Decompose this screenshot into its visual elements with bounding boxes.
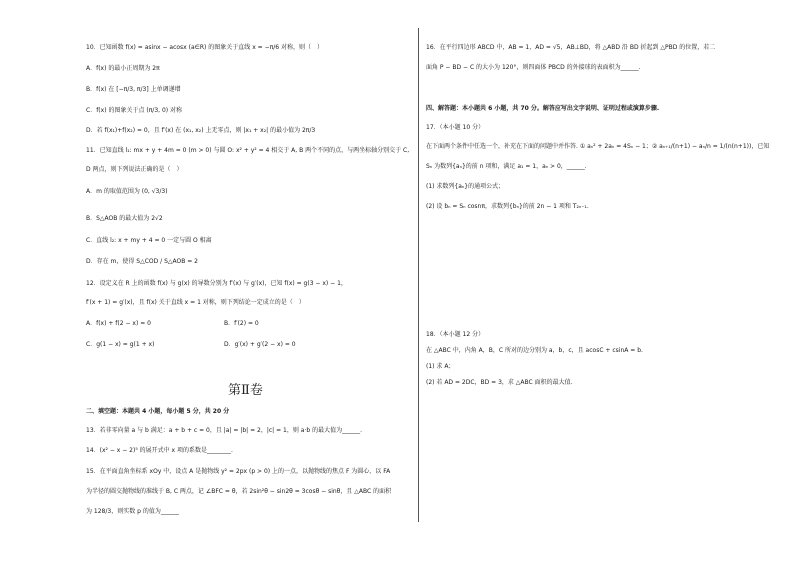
q10-option-b: B．f(x) 在 [−π/3, π/3] 上单调递增 — [86, 86, 181, 93]
q17-stem-line2: Sₙ 为数列{aₙ}的前 n 项和，满足 a₁ = 1，aₙ > 0，______. — [426, 163, 587, 170]
q10-option-d: D．若 f(x₁)+f(x₂) = 0，且 f′(x) 在 (x₁, x₂) 上无零点，则 |x₁ + x₂| 的最小值为 2π/3 — [86, 127, 316, 134]
q12-option-b: B．f′(2) = 0 — [224, 320, 259, 327]
right-column — [426, 0, 770, 562]
q10-stem: 10．已知函数 f(x) = asinx − acosx (a∈R) 的图象关于直线 x = −π/6 对称，则（ ） — [86, 44, 323, 51]
q16-line1: 16．在平行四边形 ABCD 中，AB = 1，AD = √5，AB⊥BD，将 △ABD 沿 BD 折起到 △PBD 的位置，若二 — [426, 44, 716, 51]
q13: 13．若非零向量 a 与 b 满足：a + b + c = 0，且 |a| = |b| = 2，|c| = 1，则 a·b 的最大值为______. — [86, 427, 362, 434]
q12-option-d: D．g′(x) + g′(2 − x) = 0 — [224, 341, 296, 348]
q15-line2: 为半径的圆交抛物线的准线于 B, C 两点，记 ∠BFC = θ，若 2sin²θ − sin2θ = 3cosθ − sinθ，且 △ABC 的面积 — [86, 488, 392, 495]
section-title: 第Ⅱ卷 — [228, 383, 263, 398]
q11-stem-line2: D 两点，则下列说法正确的是（ ） — [86, 166, 183, 173]
fill-in-heading: 二、填空题：本题共 4 小题，每小题 5 分，共 20 分 — [86, 408, 230, 415]
q15-line3: 为 128/3，则实数 p 的值为______ — [86, 508, 179, 515]
q17-part2: (2) 设 bₙ = Sₙ cosnπ，求数列{bₙ}的前 2n − 1 项和 T₂ₙ₋₁. — [426, 203, 589, 210]
answer-heading: 四、解答题：本小题共 6 小题，共 70 分。解答应写出文字说明、证明过程或演算步骤. — [426, 105, 660, 112]
q11-stem-line1: 11．已知直线 l₁: mx + y + 4m = 0 (m > 0) 与圆 O: x² + y² = 4 相交于 A, B 两个不同的点，与两坐标轴分别交于 C, — [86, 147, 410, 154]
q10-option-c: C．f(x) 的图象关于点 (π/3, 0) 对称 — [86, 107, 183, 114]
column-divider — [418, 28, 419, 522]
q12-option-c: C．g(1 − x) = g(1 + x) — [86, 341, 155, 348]
q11-option-c: C．直线 l₂: x + my + 4 = 0 一定与圆 O 相离 — [86, 237, 212, 244]
q18-part1: (1) 求 A； — [426, 363, 455, 370]
q11-option-d: D．存在 m，使得 S△COD / S△AOB = 2 — [86, 258, 198, 265]
q11-option-b: B．S△AOB 的最大值为 2√2 — [86, 215, 163, 222]
q18-part2: (2) 若 AD = 2DC，BD = 3，求 △ABC 面积的最大值. — [426, 379, 573, 386]
q15-line1: 15．在平面直角坐标系 xOy 中，设点 A 是抛物线 y² = 2px (p > 0) 上的一点，以抛物线的焦点 F 为圆心、以 FA — [86, 468, 391, 475]
left-column — [86, 0, 410, 562]
q12-stem-line1: 12．设定义在 R 上的函数 f(x) 与 g(x) 的导数分别为 f′(x) 与 g′(x)，已知 f(x) = g(3 − x) − 1， — [86, 280, 347, 287]
q18-title: 18．（本小题 12 分） — [426, 331, 485, 338]
q17-part1: (1) 求数列{aₙ}的通项公式； — [426, 183, 505, 190]
q18-stem: 在 △ABC 中，内角 A，B，C 所对的边分别为 a，b，c，且 acosC + csinA = b. — [426, 347, 643, 354]
q17-stem-line1: 在下面两个条件中任选一个，补充在下面的问题中并作答. ① aₙ² + 2aₙ = 4Sₙ − 1；② aₙ₊₁/(n+1) − aₙ/n = 1/(n(n+1))，已知 — [426, 143, 770, 150]
q11-option-a: A．m 的取值范围为 (0, √3/3) — [86, 188, 168, 195]
q17-title: 17．（本小题 10 分） — [426, 124, 485, 131]
q10-option-a: A．f(x) 的最小正周期为 2π — [86, 65, 160, 72]
q12-stem-line2: f′(x + 1) = g′(x)，且 f(x) 关于直线 x = 1 对称，则下列结论一定成立的是（ ） — [86, 299, 305, 306]
q14: 14．(x² − x − 2)⁵ 的展开式中 x 项的系数是________. — [86, 447, 233, 454]
q12-option-a: A．f(x) + f(2 − x) = 0 — [86, 320, 151, 327]
q16-line2: 面角 P − BD − C 的大小为 120°，则四面体 PBCD 的外接球的表面积为______. — [426, 64, 641, 71]
